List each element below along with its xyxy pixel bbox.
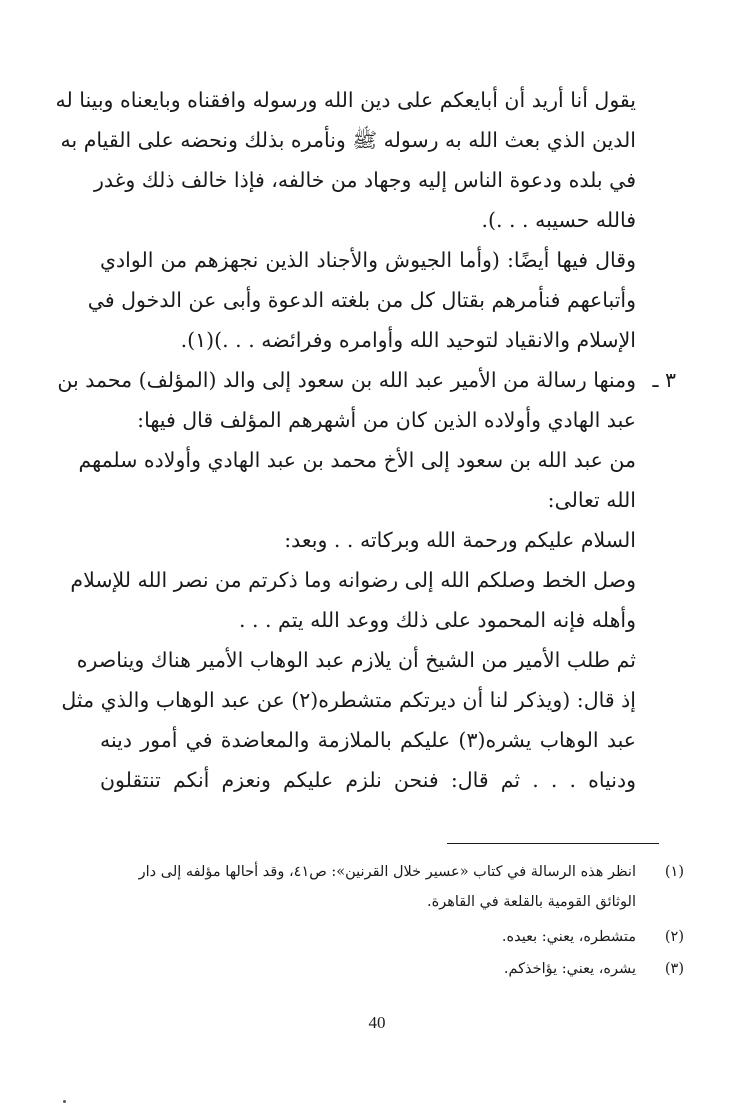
scan-speck [63, 1100, 66, 1103]
text-line: ودنياه . . . ثم قال: فنحن نلزم عليكم ونعزم أنكم تنتقلون [100, 768, 636, 792]
text-line: وصل الخط وصلكم الله إلى رضوانه وما ذكرتم من نصر الله للإسلام [70, 568, 636, 592]
footnote [100, 922, 684, 952]
text-line: الإسلام والانقياد لتوحيد الله وأوامره وفرائضه . . .)(١). [180, 328, 636, 352]
footnote-text: الوثائق القومية بالقلعة في القاهرة. [427, 894, 636, 910]
text-line: الله تعالى: [547, 488, 636, 512]
text-line: في بلده ودعوة الناس إليه وجهاد من خالفه، فإذا خالف ذلك وغدر [94, 168, 636, 192]
page-number: 40 [368, 1013, 386, 1032]
footnote-number: (٣) [664, 961, 684, 977]
text-line: وقال فيها أيضًا: (وأما الجيوش والأجناد الذين نجهزهم من الوادي [100, 248, 636, 272]
list-marker: ٣ ـ [652, 368, 676, 392]
text-line: وأتباعهم فنأمرهم بقتال كل من بلغته الدعوة وأبى عن الدخول في [87, 288, 636, 312]
text-line: عبد الوهاب يشره(٣) عليكم بالملازمة والمعاضدة في أمور دينه [100, 728, 636, 752]
text-line: وأهله فإنه المحمود على ذلك ووعد الله يتم . . . [238, 608, 636, 632]
text-line: السلام عليكم ورحمة الله وبركاته . . وبعد: [284, 528, 636, 552]
text-line: ثم طلب الأمير من الشيخ أن يلازم عبد الوهاب الأمير هناك ويناصره [76, 648, 636, 672]
footnote-text: متشطره، يعني: بعيده. [501, 929, 636, 945]
footnote [100, 857, 684, 917]
footnote-number: (١) [664, 864, 684, 880]
text-line: فالله حسيبه . . .). [481, 208, 636, 232]
footnote [100, 954, 684, 984]
text-line: يقول أنا أريد أن أبايعكم على دين الله ورسوله وافقناه وبايعناه وبينا له [55, 88, 636, 112]
text-line: الدين الذي بعث الله به رسوله ﷺ ونأمره بذلك ونحضه على القيام به [60, 128, 636, 152]
footnote-number: (٢) [664, 929, 684, 945]
text-line: من عبد الله بن سعود إلى الأخ محمد بن عبد الهادي وأولاده سلمهم [78, 448, 636, 472]
text-line: إذ قال: (ويذكر لنا أن ديرتكم متشطره(٢) عن عبد الوهاب والذي مثل [61, 688, 636, 712]
text-line: عبد الهادي وأولاده الذين كان من أشهرهم المؤلف قال فيها: [137, 408, 636, 432]
footnote-text: يشره، يعني: يؤاخذكم. [503, 961, 636, 977]
text-line: ومنها رسالة من الأمير عبد الله بن سعود إلى والد (المؤلف) محمد بن [57, 368, 636, 392]
footnote-text: انظر هذه الرسالة في كتاب «عسير خلال القرنين»: ص٤١، وقد أحالها مؤلفه إلى دار [138, 864, 636, 880]
footnote-separator [447, 843, 659, 844]
